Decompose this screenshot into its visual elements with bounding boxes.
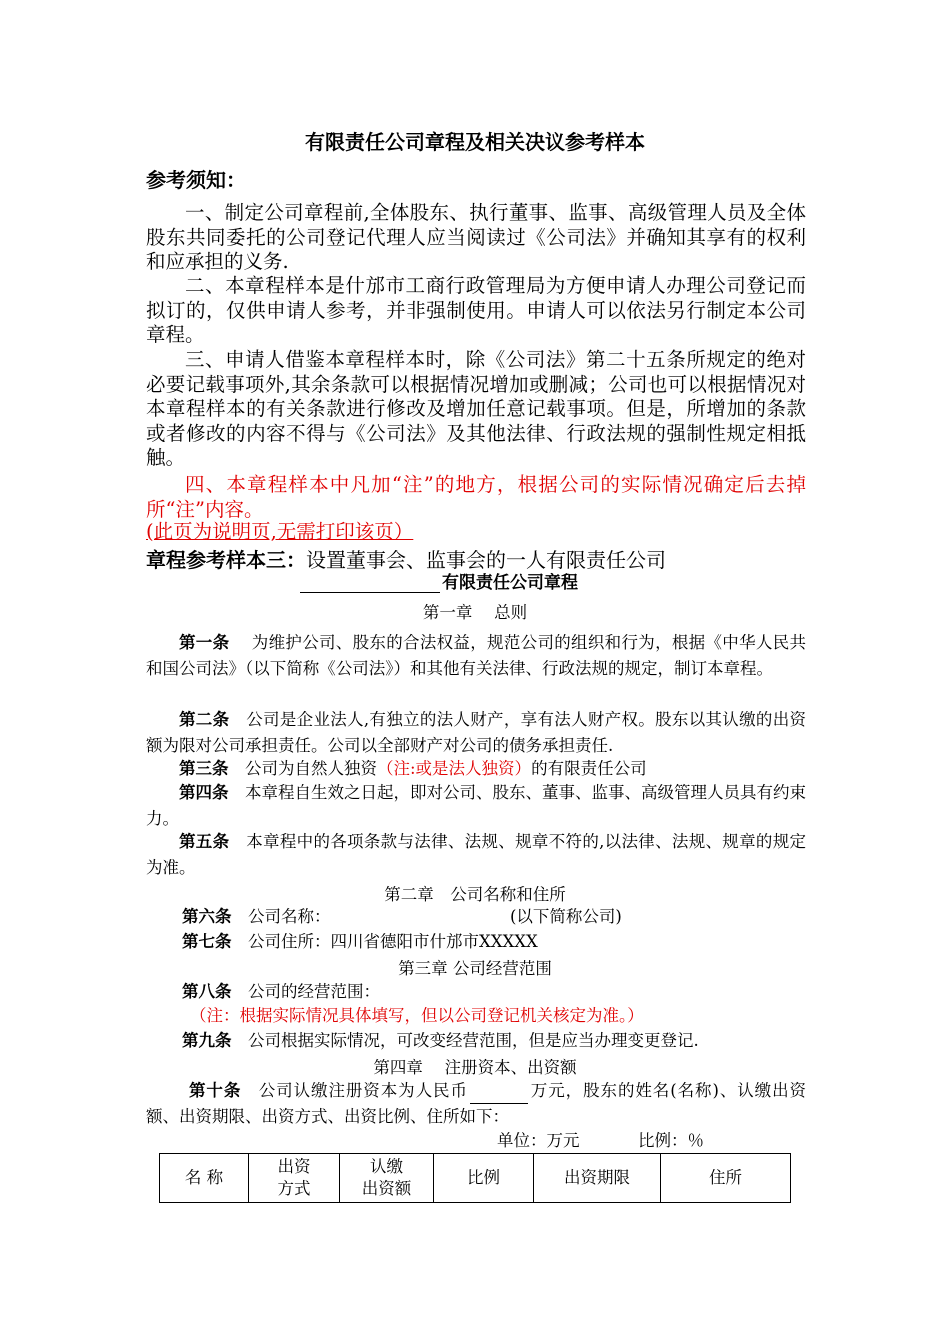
notice-heading: 参考须知： [146,168,246,192]
article-5-text: 本章程中的各项条款与法律、法规、规章不符的,以法律、法规、规章的规定为准。 [146,832,807,877]
article-8-note: （注：根据实际情况具体填写，但以公司登记机关核定为准。） [190,1006,644,1025]
header-name: 名 称 [160,1154,249,1203]
article-10-text-b: 万元，股东的姓名(名称)、认缴出资额、出资期限、出资方式、出资比例、住所如下： [146,1081,807,1126]
print-note-text: (此页为说明页,无需打印该页） [146,520,414,543]
document-title: 有限责任公司章程及相关决议参考样本 [305,130,645,154]
article-3 [146,756,806,782]
notice-print-note [146,520,413,545]
chapter-3-heading: 第三章 公司经营范围 [398,959,552,978]
notice-paragraph-2: 二、本章程样本是什邡市工商行政管理局为方便申请人办理公司登记而拟订的，仅供申请人参考，并非强制使用。申请人可以依法另行制定本公司章程。 [146,274,806,346]
article-4-text: 本章程自生效之日起，即对公司、股东、董事、监事、高级管理人员具有约束力。 [146,783,806,828]
article-2 [146,707,806,759]
article-3-note: （注:或是法人独资） [377,759,532,778]
ratio-label: 比例：％ [638,1131,704,1150]
article-3-tail: 的有限责任公司 [531,759,647,778]
article-5 [146,829,806,881]
chapter-2-heading: 第二章 公司名称和住所 [384,885,566,904]
article-2-text: 公司是企业法人,有独立的法人财产，享有法人财产权。股东以其认缴的出资额为限对公司承担责任。公司以全部财产对公司的债务承担责任. [146,710,807,755]
article-8 [182,979,380,1005]
article-4 [146,780,806,832]
capital-blank [470,1088,528,1104]
sample-label: 章程参考样本三： [146,548,306,572]
article-6-tail: (以下简称公司) [510,907,622,926]
article-3-label: 第三条 [179,759,229,778]
header-address: 住所 [661,1154,791,1203]
table-header-row [160,1154,791,1203]
article-4-label: 第四条 [179,783,229,802]
charter-title-text: 有限责任公司章程 [442,573,578,593]
article-1-label: 第一条 [179,633,230,652]
article-6-text: 公司名称： [248,907,331,926]
article-9 [182,1028,699,1054]
article-7 [182,929,538,955]
chapter-1-heading: 第一章 总则 [422,603,528,622]
article-3-text: 公司为自然人独资 [245,759,377,778]
article-8-text: 公司的经营范围： [248,982,380,1001]
article-10 [146,1078,806,1130]
article-10-label: 第十条 [189,1081,242,1100]
article-9-label: 第九条 [182,1031,232,1050]
capital-table [159,1153,791,1203]
article-5-label: 第五条 [179,832,230,851]
charter-title [300,568,578,593]
header-period: 出资期限 [534,1154,661,1203]
article-1 [146,630,806,682]
header-amount: 认缴 出资额 [340,1154,434,1203]
notice-paragraph-1: 一、制定公司章程前,全体股东、执行董事、监事、高级管理人员及全体股东共同委托的公司登记代理人应当阅读过《公司法》并确知其享有的权利和应承担的义务. [146,201,806,273]
header-ratio: 比例 [434,1154,534,1203]
article-9-text: 公司根据实际情况，可改变经营范围，但是应当办理变更登记. [248,1031,699,1050]
notice-paragraph-3: 三、申请人借鉴本章程样本时，除《公司法》第二十五条所规定的绝对必要记载事项外,其余条款可以根据情况增加或删减；公司也可以根据情况对本章程样本的有关条款进行修改及增加任意记载事项。但是，所增加的条款或者修改的内容不得与《公司法》及其他法律、行政法规的强制性规定相抵触。 [146,348,806,469]
notice-paragraph-4: 四、本章程样本中凡加“注”的地方，根据公司的实际情况确定后去掉所“注”内容。 [146,473,806,521]
article-6-label: 第六条 [182,907,232,926]
article-7-text: 公司住所：四川省德阳市什邡市XXXXX [248,932,538,951]
unit-label: 单位：万元 [497,1131,580,1150]
header-method: 出资 方式 [249,1154,340,1203]
article-2-label: 第二条 [179,710,230,729]
article-10-text-a: 公司认缴注册资本为人民币 [258,1081,468,1100]
article-7-label: 第七条 [182,932,232,951]
sample-description: 设置董事会、监事会的一人有限责任公司 [306,548,666,572]
chapter-4-heading: 第四章 注册资本、出资额 [373,1058,577,1077]
company-name-blank [300,575,440,593]
article-8-label: 第八条 [182,982,232,1001]
article-1-text: 为维护公司、股东的合法权益，规范公司的组织和行为，根据《中华人民共和国公司法》（以下简称《公司法》）和其他有关法律、行政法规的规定，制订本章程。 [146,633,807,678]
article-6 [182,904,331,930]
